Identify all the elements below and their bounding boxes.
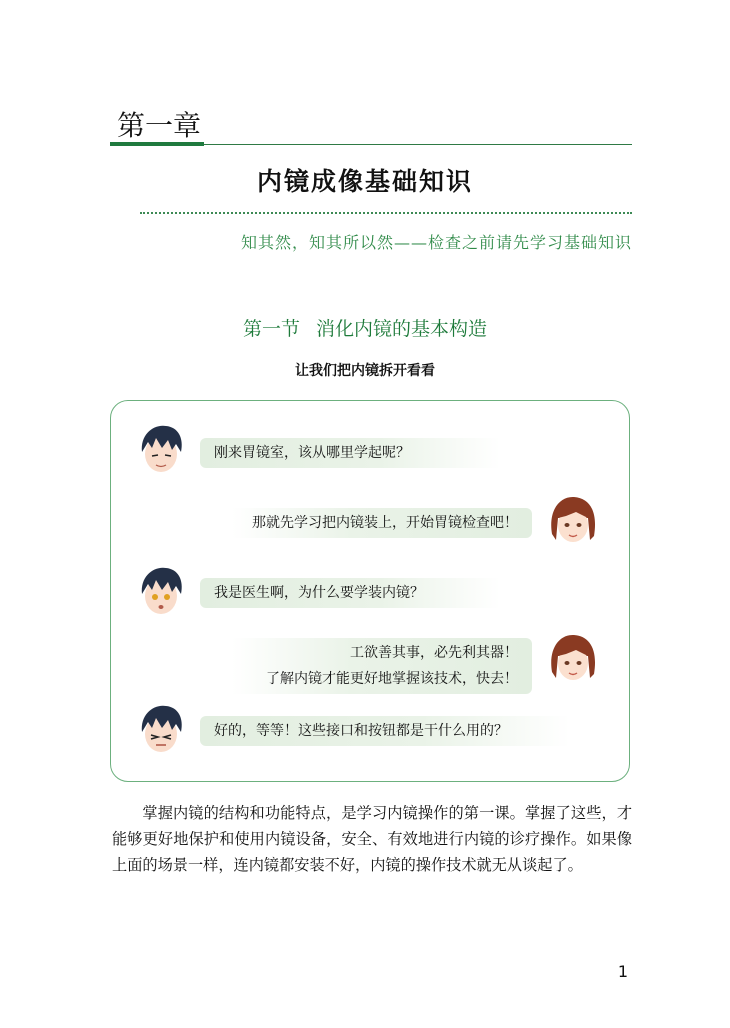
section-intro: 让我们把内镜拆开看看	[295, 363, 435, 379]
chapter-label: 第一章	[117, 109, 202, 142]
dialogue-bubble-3	[200, 578, 500, 608]
section-heading	[0, 314, 730, 341]
body-paragraph: 掌握内镜的结构和功能特点，是学习内镜操作的第一课。掌握了这些，才能够更好地保护和使用内镜设备，安全、有效地进行内镜的诊疗操作。如果像上面的场景一样，连内镜都安装不好，内镜的操作技术就无从谈起了。	[112, 804, 632, 874]
doctor-male-avatar-icon	[134, 702, 188, 756]
title-dotted-rule	[140, 212, 632, 214]
dialogue-bubble-1	[200, 438, 500, 468]
chapter-title: 内镜成像基础知识	[256, 167, 473, 196]
doctor-female-avatar-icon	[546, 494, 600, 548]
dialogue-bubble-4	[232, 638, 532, 694]
dialogue-line-2: 那就先学习把内镜装上，开始胃镜检查吧！	[252, 515, 518, 531]
page-number: 1	[617, 962, 628, 981]
dialogue-line-4a: 工欲善其事，必先利其器！	[350, 645, 518, 661]
chapter-rule-accent	[110, 142, 204, 146]
chapter-subtitle: 知其然，知其所以然——检查之前请先学习基础知识	[240, 233, 632, 252]
section-number: 第一节	[242, 318, 300, 340]
dialogue-bubble-2	[232, 508, 532, 538]
doctor-male-avatar-icon	[134, 422, 188, 476]
doctor-male-avatar-icon	[134, 564, 188, 618]
doctor-female-avatar-icon	[546, 632, 600, 686]
section-title: 消化内镜的基本构造	[316, 318, 488, 340]
dialogue-line-1: 刚来胃镜室，该从哪里学起呢？	[214, 445, 410, 461]
dialogue-line-3: 我是医生啊，为什么要学装内镜？	[214, 585, 424, 601]
dialogue-line-5: 好的，等等！这些接口和按钮都是干什么用的？	[214, 723, 508, 739]
body-paragraph-block	[112, 800, 632, 878]
dialogue-bubble-5	[200, 716, 570, 746]
dialogue-line-4b: 了解内镜才能更好地掌握该技术，快去！	[266, 671, 518, 687]
